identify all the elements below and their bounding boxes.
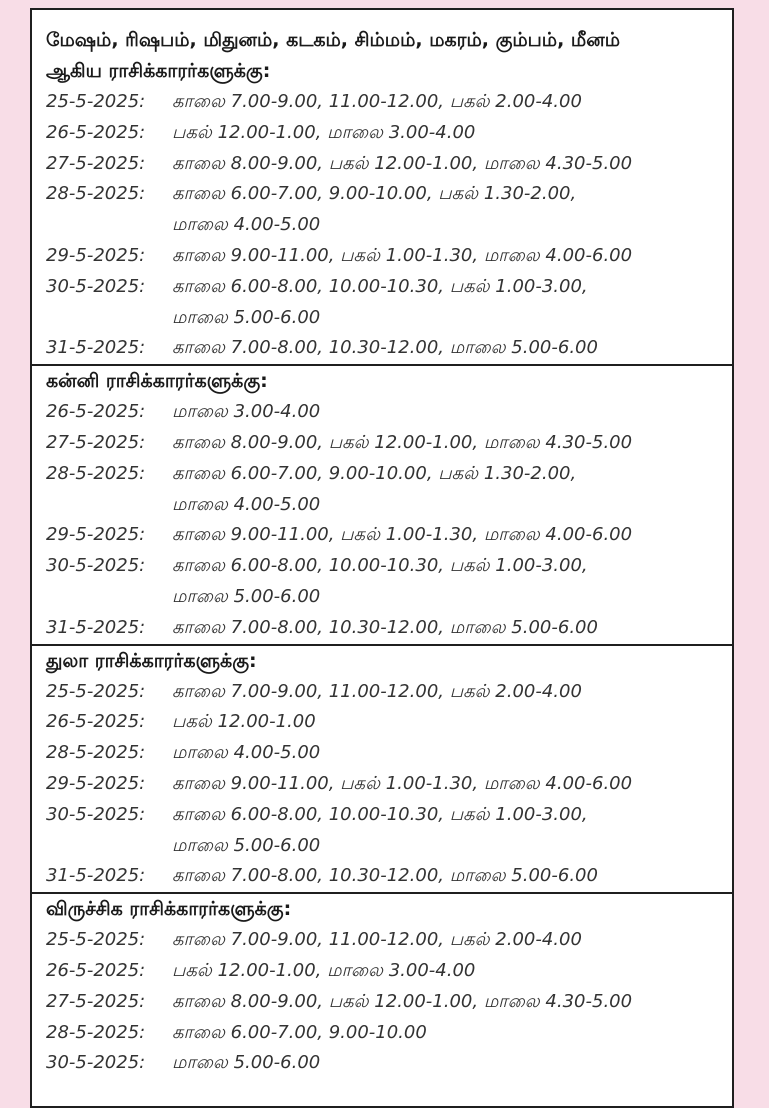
schedule-row [46,179,726,210]
row-date: 30-5-2025: [46,803,146,825]
row-times: காலை 9.00-11.00, பகல் 1.00-1.30, மாலை 4.00-6.00 [172,244,633,266]
row-times-continued: மாலை 5.00-6.00 [172,306,321,328]
row-times: காலை 9.00-11.00, பகல் 1.00-1.30, மாலை 4.00-6.00 [172,524,633,546]
row-date: 31-5-2025: [46,865,146,887]
schedule-panel [30,8,734,1108]
row-date: 28-5-2025: [46,742,146,764]
schedule-row [46,118,726,149]
row-times: மாலை 4.00-5.00 [172,742,321,764]
row-date: 26-5-2025: [46,959,146,981]
schedule-row [46,428,726,459]
schedule-row [46,397,726,428]
section-heading [46,10,726,87]
row-times: காலை 6.00-7.00, 9.00-10.00 [172,1021,427,1043]
row-times: காலை 7.00-8.00, 10.30-12.00, மாலை 5.00-6.00 [172,865,598,887]
row-times: காலை 8.00-9.00, பகல் 12.00-1.00, மாலை 4.30-5.00 [172,990,633,1012]
row-times: காலை 6.00-8.00, 10.00-10.30, பகல் 1.00-3.00, [172,555,588,577]
schedule-row [46,707,726,738]
row-date: 25-5-2025: [46,91,146,112]
row-times: காலை 8.00-9.00, பகல் 12.00-1.00, மாலை 4.30-5.00 [172,152,633,174]
row-times: பகல் 12.00-1.00 [172,711,316,733]
row-times: பகல் 12.00-1.00, மாலை 3.00-4.00 [172,121,476,143]
row-times-continued: மாலை 4.00-5.00 [172,493,321,515]
row-date: 28-5-2025: [46,1021,146,1043]
row-date: 25-5-2025: [46,929,146,951]
schedule-row [46,149,726,180]
row-date: 29-5-2025: [46,772,146,794]
row-date: 29-5-2025: [46,524,146,546]
row-date: 27-5-2025: [46,431,146,453]
section-kanni [32,366,732,645]
schedule-row [46,800,726,831]
schedule-row [46,613,726,644]
schedule-row [46,1048,726,1079]
row-times: பகல் 12.00-1.00, மாலை 3.00-4.00 [172,959,476,981]
row-date: 25-5-2025: [46,680,146,702]
row-times-continued: மாலை 5.00-6.00 [172,585,321,607]
schedule-row [46,520,726,551]
row-times: காலை 7.00-8.00, 10.30-12.00, மாலை 5.00-6.00 [172,616,598,638]
schedule-row [46,956,726,987]
section-viruchigam [32,894,732,1079]
heading-line-2: ஆகிய ராசிக்காரர்களுக்கு: [46,60,271,82]
row-times: காலை 6.00-7.00, 9.00-10.00, பகல் 1.30-2.00, [172,183,577,205]
schedule-row [46,987,726,1018]
schedule-row [46,87,726,118]
row-date: 31-5-2025: [46,616,146,638]
row-times: மாலை 3.00-4.00 [172,401,321,423]
row-times: காலை 7.00-9.00, 11.00-12.00, பகல் 2.00-4.00 [172,680,582,702]
row-date: 28-5-2025: [46,462,146,484]
schedule-row [46,925,726,956]
schedule-row [46,272,726,303]
section-heading: விருச்சிக ராசிக்காரர்களுக்கு: [46,898,292,921]
schedule-row [46,1018,726,1049]
row-times: காலை 8.00-9.00, பகல் 12.00-1.00, மாலை 4.30-5.00 [172,431,633,453]
row-times: காலை 7.00-9.00, 11.00-12.00, பகல் 2.00-4.00 [172,91,582,112]
row-date: 28-5-2025: [46,183,146,205]
section-general [32,10,732,366]
row-times: காலை 7.00-9.00, 11.00-12.00, பகல் 2.00-4.00 [172,929,582,951]
row-times-continued: மாலை 4.00-5.00 [172,214,321,236]
row-date: 27-5-2025: [46,152,146,174]
section-heading: கன்னி ராசிக்காரர்களுக்கு: [46,370,268,393]
schedule-row [46,551,726,582]
row-date: 29-5-2025: [46,244,146,266]
row-times: காலை 6.00-8.00, 10.00-10.30, பகல் 1.00-3.00, [172,275,588,297]
row-date: 26-5-2025: [46,401,146,423]
row-date: 27-5-2025: [46,990,146,1012]
schedule-row [46,333,726,364]
row-times: காலை 6.00-8.00, 10.00-10.30, பகல் 1.00-3.00, [172,803,588,825]
schedule-row [46,241,726,272]
row-date: 26-5-2025: [46,711,146,733]
schedule-row [46,861,726,892]
row-date: 30-5-2025: [46,555,146,577]
row-times-continued: மாலை 5.00-6.00 [172,834,321,856]
section-heading: துலா ராசிக்காரர்களுக்கு: [46,649,257,672]
row-date: 31-5-2025: [46,337,146,359]
section-thula [32,646,732,895]
schedule-row [46,677,726,708]
row-date: 30-5-2025: [46,275,146,297]
row-times: காலை 7.00-8.00, 10.30-12.00, மாலை 5.00-6.00 [172,337,598,359]
row-date: 26-5-2025: [46,121,146,143]
row-date: 30-5-2025: [46,1052,146,1074]
schedule-row [46,738,726,769]
row-times: காலை 6.00-7.00, 9.00-10.00, பகல் 1.30-2.00, [172,462,577,484]
schedule-row [46,459,726,490]
row-times: மாலை 5.00-6.00 [172,1052,321,1074]
schedule-row [46,769,726,800]
row-times: காலை 9.00-11.00, பகல் 1.00-1.30, மாலை 4.00-6.00 [172,772,633,794]
heading-line-1: மேஷம், ரிஷபம், மிதுனம், கடகம், சிம்மம், மகரம், கும்பம், மீனம் [46,29,620,51]
